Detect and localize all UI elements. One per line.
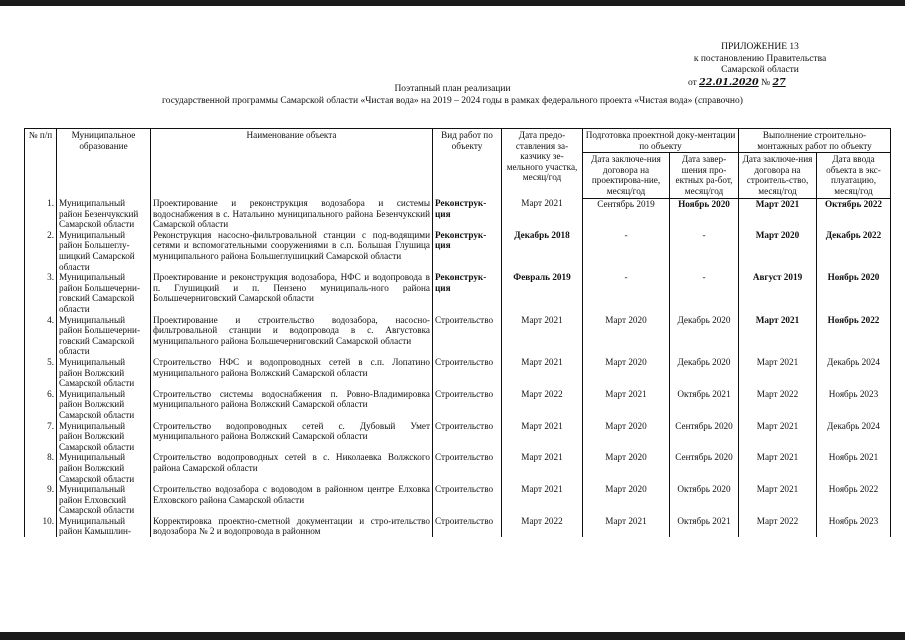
- row-work-type: Строительство: [433, 315, 502, 357]
- table-row: [25, 389, 891, 421]
- row-work-type: Строительство: [433, 389, 502, 421]
- table-row: [25, 315, 891, 357]
- row-build-contract: Март 2022: [739, 516, 817, 537]
- row-work-type: Строительство: [433, 421, 502, 453]
- row-num: 6.: [25, 389, 57, 421]
- row-num: 9.: [25, 484, 57, 516]
- row-municipality: Муниципальный район Елховский Самарской области: [57, 484, 151, 516]
- scan-bottom-edge: [0, 632, 905, 640]
- plan-table: [24, 128, 891, 537]
- handwritten-date: 22.01.2020: [699, 76, 759, 88]
- table-row: [25, 452, 891, 484]
- row-design-contract: Март 2020: [583, 452, 670, 484]
- row-customer-date: Декабрь 2018: [502, 230, 583, 272]
- row-work-type: Реконструк-ция: [433, 230, 502, 272]
- row-design-contract: Март 2021: [583, 389, 670, 421]
- row-num: 8.: [25, 452, 57, 484]
- row-design-contract: Март 2020: [583, 484, 670, 516]
- row-design-end: Октябрь 2021: [670, 389, 739, 421]
- row-work-type: Строительство: [433, 357, 502, 389]
- row-design-end: Октябрь 2021: [670, 516, 739, 537]
- row-design-contract: Март 2020: [583, 421, 670, 453]
- number-prefix: №: [761, 77, 771, 88]
- row-design-contract: Март 2020: [583, 357, 670, 389]
- appendix-title: ПРИЛОЖЕНИЕ 13: [721, 42, 799, 52]
- row-commission: Октябрь 2022: [817, 198, 891, 230]
- header-design-contract: Дата заключе-ния договора на проектирова-ние, месяц/год: [583, 153, 670, 198]
- row-num: 2.: [25, 230, 57, 272]
- row-design-end: Сентябрь 2020: [670, 421, 739, 453]
- row-customer-date: Март 2021: [502, 421, 583, 453]
- row-customer-date: Март 2021: [502, 357, 583, 389]
- row-build-contract: Март 2020: [739, 230, 817, 272]
- row-customer-date: Март 2022: [502, 516, 583, 537]
- row-work-type: Строительство: [433, 516, 502, 537]
- table-row: [25, 421, 891, 453]
- row-object: Строительство системы водоснабжения п. Ровно-Владимировка муниципального района Волжский Самарской области: [151, 389, 433, 421]
- row-object: Проектирование и реконструкция водозабора и системы водоснабжения в с. Натальино муниципального района Безенчукский Самарской области: [151, 198, 433, 230]
- row-municipality: Муниципальный район Большечерни-говский Самарской области: [57, 315, 151, 357]
- table-row: [25, 484, 891, 516]
- row-design-end: Декабрь 2020: [670, 315, 739, 357]
- table-row: [25, 198, 891, 230]
- handwritten-number: 27: [772, 76, 786, 88]
- header-object: Наименование объекта: [151, 129, 433, 199]
- row-num: 4.: [25, 315, 57, 357]
- row-commission: Ноябрь 2022: [817, 484, 891, 516]
- row-design-end: -: [670, 230, 739, 272]
- header-build-contract: Дата заключе-ния договора на строитель-ство, месяц/год: [739, 153, 817, 198]
- row-work-type: Реконструк-ция: [433, 272, 502, 314]
- row-commission: Декабрь 2024: [817, 357, 891, 389]
- row-build-contract: Март 2021: [739, 421, 817, 453]
- header-commission: Дата ввода объекта в экс-плуатацию, месяц/год: [817, 153, 891, 198]
- row-municipality: Муниципальный район Большечерни-говский Самарской области: [57, 272, 151, 314]
- row-commission: Ноябрь 2023: [817, 516, 891, 537]
- row-commission: Ноябрь 2022: [817, 315, 891, 357]
- row-customer-date: Март 2022: [502, 389, 583, 421]
- header-municipality: Муниципальное образование: [57, 129, 151, 199]
- row-customer-date: Март 2021: [502, 198, 583, 230]
- table-row: [25, 272, 891, 314]
- row-municipality: Муниципальный район Волжский Самарской области: [57, 389, 151, 421]
- row-object: Реконструкция насосно-фильтровальной станции с под-водящими сетями и вспомогательными сооружениями в с.п. Большая Глушица муниципального района Большеглушицкий Самарской области: [151, 230, 433, 272]
- row-municipality: Муниципальный район Волжский Самарской области: [57, 452, 151, 484]
- row-commission: Ноябрь 2021: [817, 452, 891, 484]
- row-design-contract: -: [583, 272, 670, 314]
- row-municipality: Муниципальный район Волжский Самарской области: [57, 357, 151, 389]
- row-build-contract: Март 2022: [739, 389, 817, 421]
- title-line-1: Поэтапный план реализации: [394, 84, 511, 94]
- row-design-end: Сентябрь 2020: [670, 452, 739, 484]
- row-municipality: Муниципальный район Волжский Самарской области: [57, 421, 151, 453]
- header-design-end: Дата завер-шения про-ектных ра-бот, месяц/год: [670, 153, 739, 198]
- header-work-type: Вид работ по объекту: [433, 129, 502, 199]
- row-work-type: Реконструк-ция: [433, 198, 502, 230]
- header-design-group: Подготовка проектной доку-ментации по объекту: [583, 129, 739, 153]
- row-object: Строительство НФС и водопроводных сетей в с.п. Лопатино муниципального района Волжский Самарской области: [151, 357, 433, 389]
- row-customer-date: Март 2021: [502, 315, 583, 357]
- row-num: 10.: [25, 516, 57, 537]
- row-build-contract: Март 2021: [739, 484, 817, 516]
- row-num: 7.: [25, 421, 57, 453]
- row-num: 3.: [25, 272, 57, 314]
- row-design-end: Ноябрь 2020: [670, 198, 739, 230]
- row-design-end: -: [670, 272, 739, 314]
- row-commission: Декабрь 2024: [817, 421, 891, 453]
- row-object: Проектирование и строительство водозабора, насосно-фильтровальной станции и водопровода в с. Августовка муниципального района Большечерниговский Самарской области: [151, 315, 433, 357]
- row-design-contract: -: [583, 230, 670, 272]
- row-num: 5.: [25, 357, 57, 389]
- row-object: Корректировка проектно-сметной документации и стро-ительство водозабора № 2 и водопровода в районном: [151, 516, 433, 537]
- row-design-contract: Март 2020: [583, 315, 670, 357]
- row-commission: Декабрь 2022: [817, 230, 891, 272]
- scan-top-edge: [0, 0, 905, 6]
- document-title: [30, 84, 875, 107]
- header-num: № п/п: [25, 129, 57, 199]
- row-work-type: Строительство: [433, 452, 502, 484]
- row-municipality: Муниципальный район Камышлин-: [57, 516, 151, 537]
- row-object: Строительство водозабора с водоводом в районном центре Елховка Елховского района Самарской области: [151, 484, 433, 516]
- row-num: 1.: [25, 198, 57, 230]
- row-commission: Ноябрь 2020: [817, 272, 891, 314]
- table-row: [25, 357, 891, 389]
- row-municipality: Муниципальный район Безенчукский Самарской области: [57, 198, 151, 230]
- row-municipality: Муниципальный район Большеглу-шицкий Самарской области: [57, 230, 151, 272]
- row-build-contract: Март 2021: [739, 357, 817, 389]
- appendix-block: [660, 42, 860, 89]
- row-customer-date: Март 2021: [502, 484, 583, 516]
- appendix-region-line: Самарской области: [721, 65, 799, 75]
- row-build-contract: Март 2021: [739, 198, 817, 230]
- row-design-end: Октябрь 2020: [670, 484, 739, 516]
- row-work-type: Строительство: [433, 484, 502, 516]
- row-design-contract: Сентябрь 2019: [583, 198, 670, 230]
- row-object: Строительство водопроводных сетей в с. Николаевка Волжского района Самарской области: [151, 452, 433, 484]
- date-prefix: от: [688, 77, 697, 88]
- row-customer-date: Март 2021: [502, 452, 583, 484]
- row-build-contract: Март 2021: [739, 452, 817, 484]
- appendix-decree-line: к постановлению Правительства: [693, 53, 827, 64]
- row-customer-date: Февраль 2019: [502, 272, 583, 314]
- row-design-contract: Март 2021: [583, 516, 670, 537]
- row-build-contract: Август 2019: [739, 272, 817, 314]
- header-build-group: Выполнение строительно-монтажных работ по объекту: [739, 129, 891, 153]
- row-object: Строительство водопроводных сетей с. Дубовый Умет муниципального района Волжский Самарской области: [151, 421, 433, 453]
- title-line-2: государственной программы Самарской области «Чистая вода» на 2019 – 2024 годы в рамках федерального проекта «Чистая вода» (справочно): [162, 95, 743, 106]
- table-row: [25, 516, 891, 537]
- row-design-end: Декабрь 2020: [670, 357, 739, 389]
- row-build-contract: Март 2021: [739, 315, 817, 357]
- table-row: [25, 230, 891, 272]
- row-object: Проектирование и реконструкция водозабора, НФС и водопровода в п. Глушицкий и п. Пензено муниципаль-ного района Большечерниговский Самарской области: [151, 272, 433, 314]
- row-commission: Ноябрь 2023: [817, 389, 891, 421]
- header-customer-date: Дата предо-ставления за-казчику зе-мельного участка, месяц/год: [502, 129, 583, 199]
